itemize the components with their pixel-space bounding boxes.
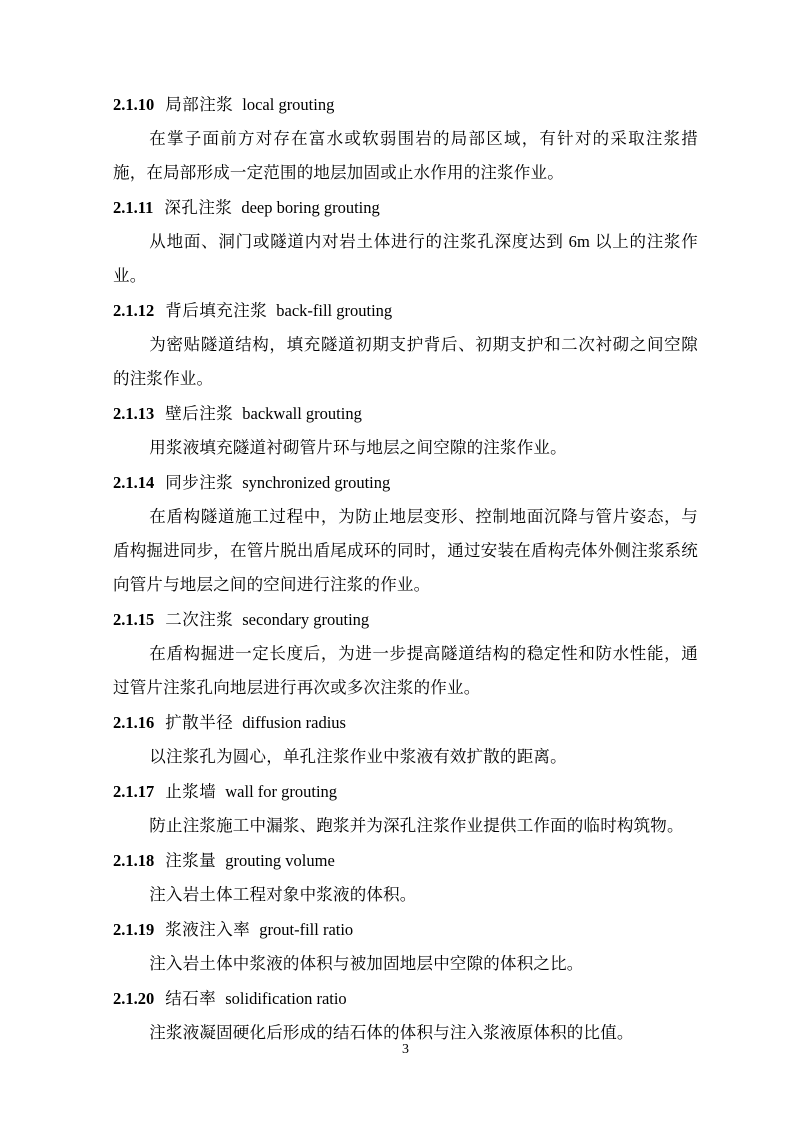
term-english: local grouting [242,95,335,114]
term-definition: 注入岩土体中浆液的体积与被加固地层中空隙的体积之比。 [149,954,584,973]
term-chinese: 背后填充注浆 [165,301,268,320]
term-english: backwall grouting [242,404,362,423]
term-definition: 从地面、洞门或隧道内对岩土体进行的注浆孔深度达到 6m 以上的注浆作业。 [113,232,698,285]
term-section [113,913,698,981]
term-number: 2.1.20 [113,989,155,1008]
term-number: 2.1.19 [113,920,155,939]
term-heading [113,775,698,809]
term-section [113,88,698,190]
term-section [113,397,698,465]
term-heading [113,603,698,637]
term-english: back-fill grouting [276,301,393,320]
term-chinese: 止浆墙 [165,782,217,801]
term-heading [113,844,698,878]
term-heading [113,294,698,328]
term-definition: 为密贴隧道结构，填充隧道初期支护背后、初期支护和二次衬砌之间空隙的注浆作业。 [113,335,698,388]
term-number: 2.1.16 [113,713,155,732]
term-chinese: 深孔注浆 [164,198,233,217]
term-section [113,706,698,774]
term-definition: 在盾构掘进一定长度后，为进一步提高隧道结构的稳定性和防水性能，通过管片注浆孔向地层进行再次或多次注浆的作业。 [113,644,698,697]
term-number: 2.1.10 [113,95,155,114]
term-english: synchronized grouting [242,473,391,492]
term-chinese: 注浆量 [165,851,217,870]
term-section [113,466,698,602]
term-definition: 在掌子面前方对存在富水或软弱围岩的局部区域，有针对的采取注浆措施，在局部形成一定范围的地层加固或止水作用的注浆作业。 [113,129,698,182]
term-heading [113,88,698,122]
term-heading [113,913,698,947]
term-english: grout-fill ratio [259,920,354,939]
term-heading [113,706,698,740]
term-number: 2.1.17 [113,782,155,801]
term-english: deep boring grouting [241,198,380,217]
term-english: wall for grouting [225,782,338,801]
term-section [113,775,698,843]
terms-content [113,88,698,1050]
term-number: 2.1.18 [113,851,155,870]
term-english: solidification ratio [225,989,347,1008]
term-heading [113,466,698,500]
term-section [113,603,698,705]
term-english: secondary grouting [242,610,370,629]
term-english: grouting volume [225,851,335,870]
term-definition: 防止注浆施工中漏浆、跑浆并为深孔注浆作业提供工作面的临时构筑物。 [149,816,684,835]
term-definition: 注入岩土体工程对象中浆液的体积。 [149,885,417,904]
term-heading [113,191,698,225]
term-section [113,191,698,293]
term-number: 2.1.12 [113,301,155,320]
term-chinese: 扩散半径 [165,713,234,732]
term-number: 2.1.15 [113,610,155,629]
term-chinese: 局部注浆 [165,95,234,114]
term-chinese: 浆液注入率 [165,920,251,939]
term-heading [113,982,698,1016]
term-chinese: 二次注浆 [165,610,234,629]
term-definition: 注浆液凝固硬化后形成的结石体的体积与注入浆液原体积的比值。 [149,1023,634,1042]
term-english: diffusion radius [242,713,346,732]
term-definition: 在盾构隧道施工过程中，为防止地层变形、控制地面沉降与管片姿态，与盾构掘进同步，在管片脱出盾尾成环的同时，通过安装在盾构壳体外侧注浆系统向管片与地层之间的空间进行注浆的作业。 [113,507,698,594]
term-definition: 以注浆孔为圆心，单孔注浆作业中浆液有效扩散的距离。 [149,747,567,766]
term-definition: 用浆液填充隧道衬砌管片环与地层之间空隙的注浆作业。 [149,438,567,457]
page-number: 3 [402,1042,409,1057]
term-number: 2.1.14 [113,473,155,492]
term-section [113,844,698,912]
term-number: 2.1.11 [113,198,154,217]
term-section [113,982,698,1050]
term-heading [113,397,698,431]
term-section [113,294,698,396]
term-chinese: 壁后注浆 [165,404,234,423]
term-chinese: 结石率 [165,989,217,1008]
term-chinese: 同步注浆 [165,473,234,492]
term-number: 2.1.13 [113,404,155,423]
